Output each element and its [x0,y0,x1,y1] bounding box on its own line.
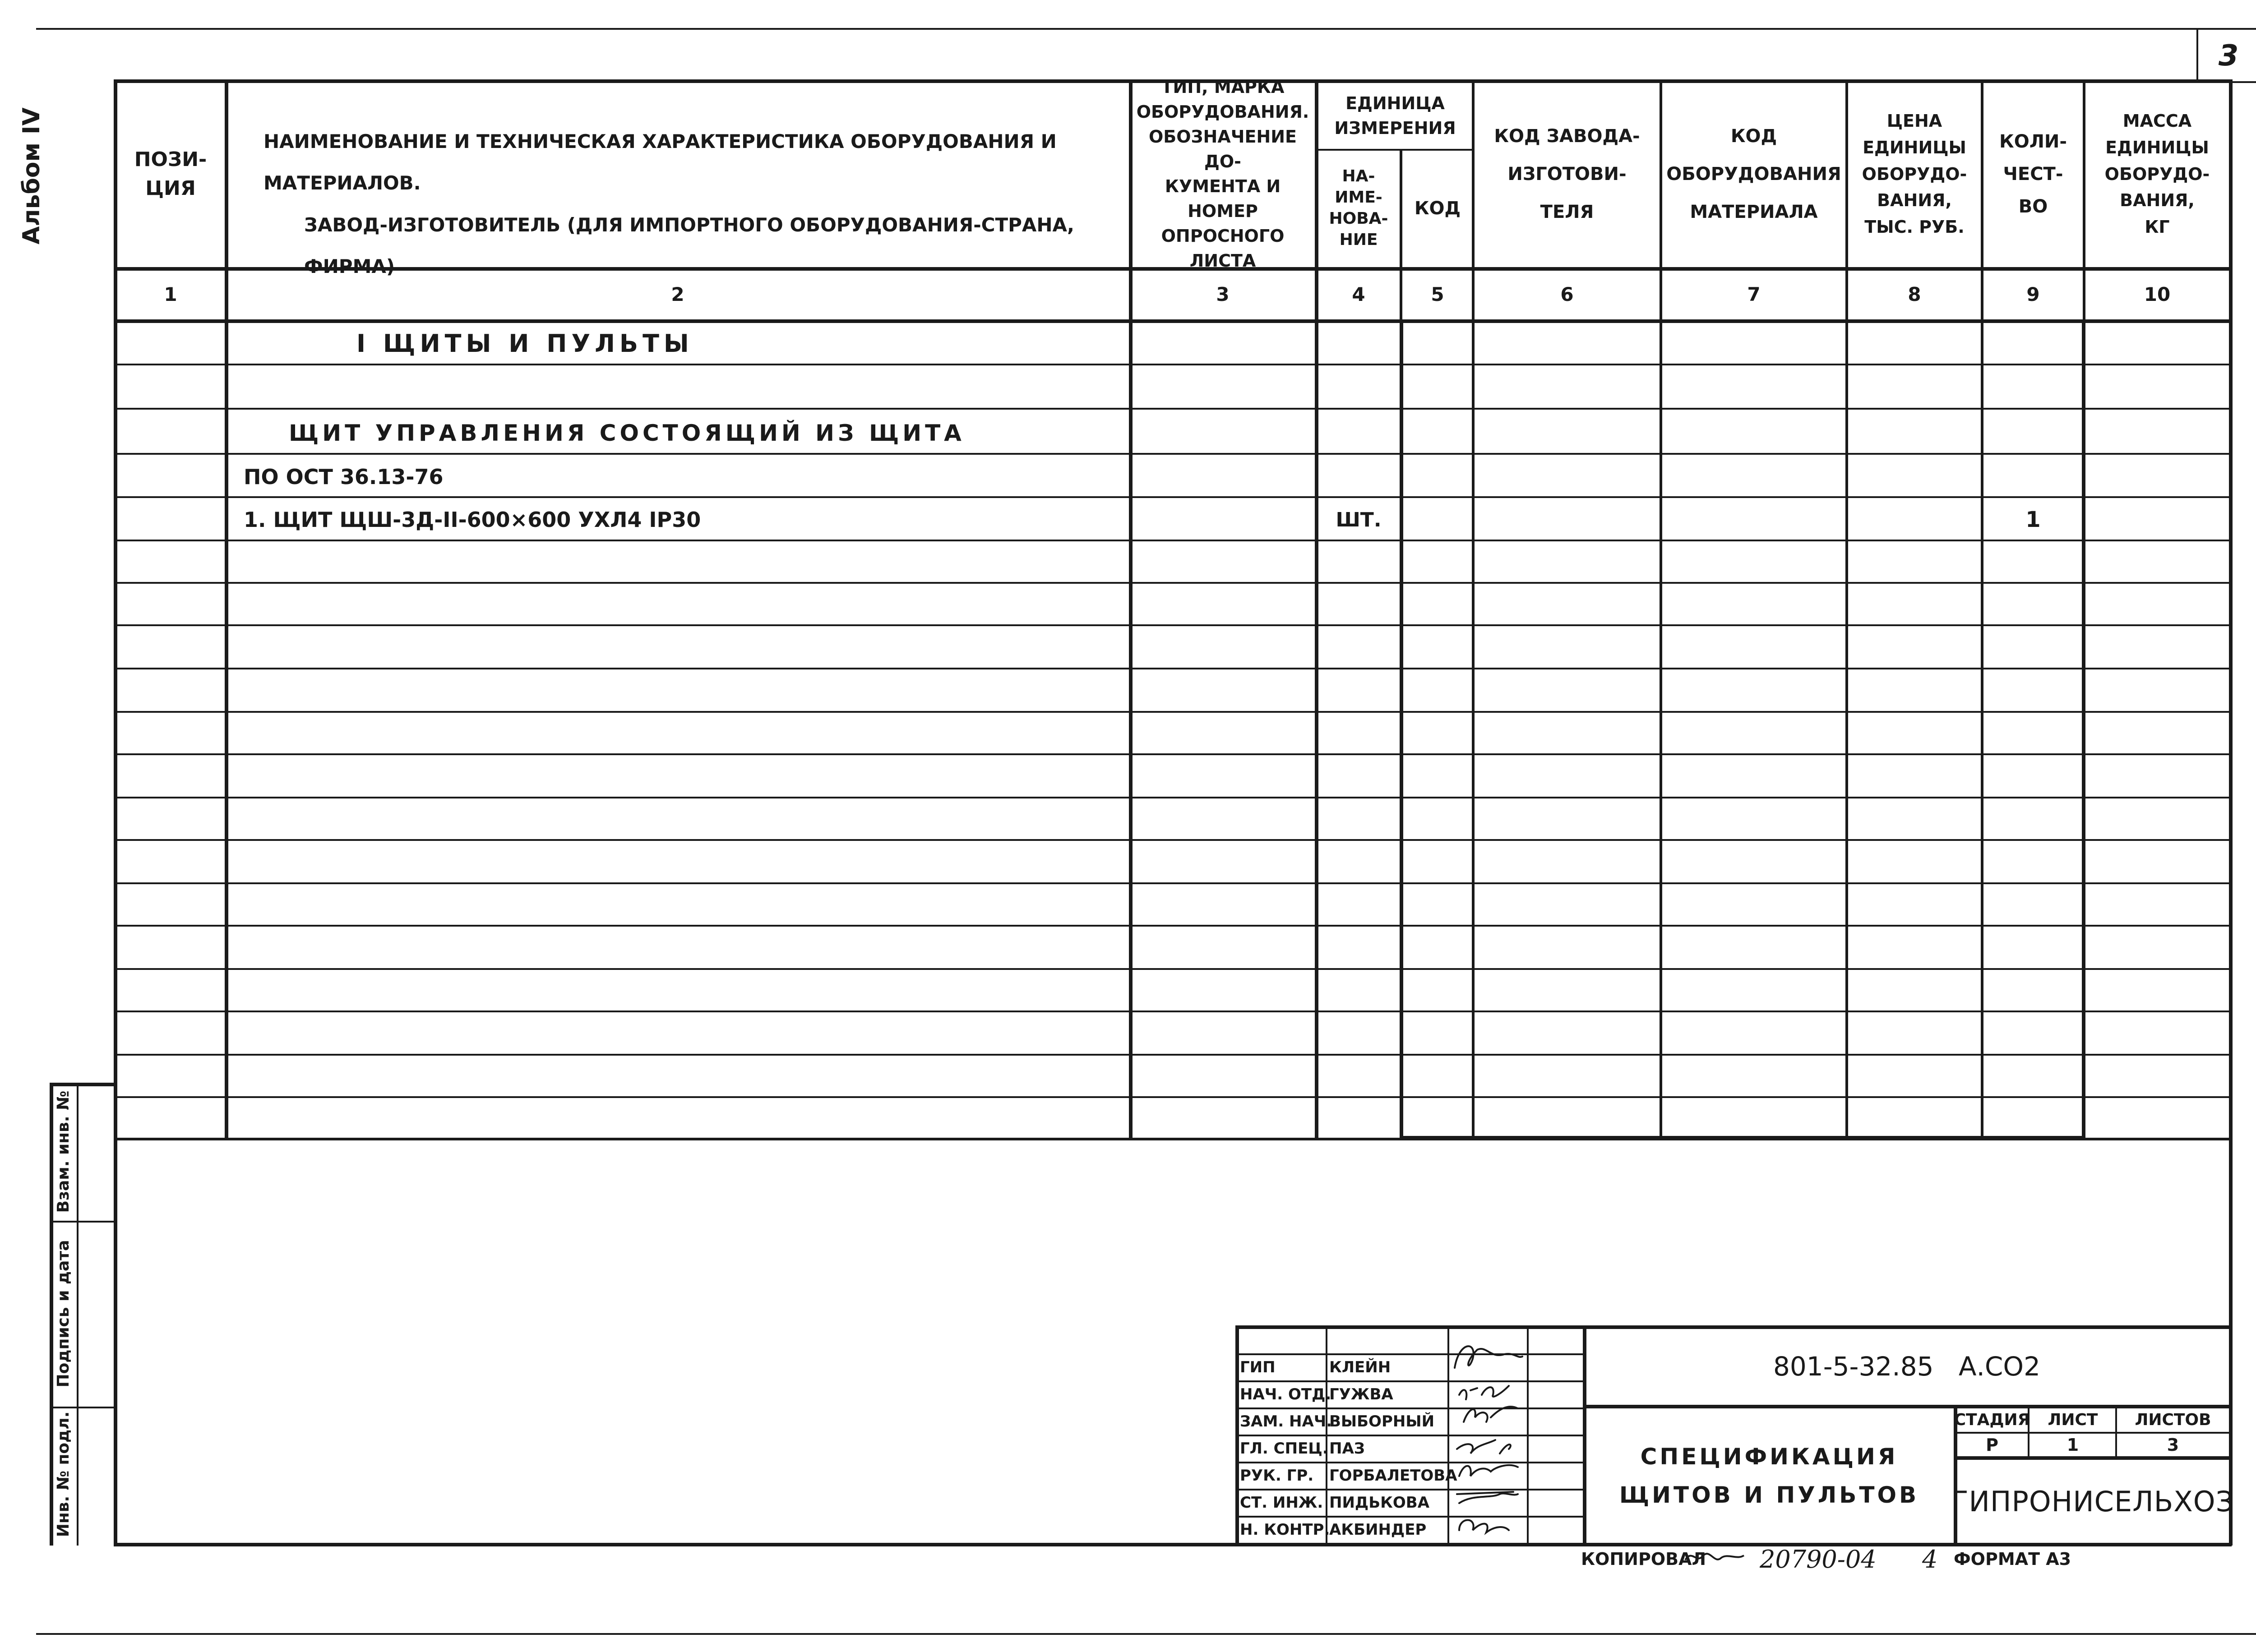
row-1-name: I ЩИТЫ И ПУЛЬТЫ [356,329,693,358]
copied-suffix: 4 [1922,1545,1938,1574]
row-line [116,711,2229,713]
side-stamp-mid [77,1083,79,1546]
row-line [116,1096,2229,1098]
copied-number: 20790-04 [1760,1545,1877,1574]
role-title: Н. КОНТР. [1240,1521,1330,1539]
row-5-unit: ШТ. [1336,508,1382,531]
row-5-qty: 1 [2025,507,2041,532]
stage-value: Р [1986,1435,1998,1455]
colnum-4: 4 [1352,283,1365,305]
header-position: ПОЗИ- ЦИЯ [134,148,207,200]
signatures [1450,1332,1527,1544]
header-unit-code: КОД [1414,198,1461,219]
sheet-number: 3 [2218,39,2239,73]
role-title: НАЧ. ОТД. [1240,1385,1331,1403]
colnum-9: 9 [2026,283,2040,305]
row-line [116,839,2229,841]
colnum-3: 3 [1216,283,1230,305]
role-person: ВЫБОРНЫЙ [1329,1412,1435,1431]
colnum-10: 10 [2144,283,2171,305]
role-title: ЗАМ. НАЧ. [1240,1412,1332,1431]
unit-code-box-left [1400,319,1403,1140]
row-line [116,797,2229,798]
colnum-2: 2 [671,283,684,305]
frame-bottom [114,1543,2232,1546]
sheet-bottom-border [36,1633,2256,1635]
header-equipment-code: КОД ОБОРУДОВАНИЯ МАТЕРИАЛА [1666,126,1841,222]
colnum-8: 8 [1908,283,1921,305]
format-label: ФОРМАТ А3 [1954,1549,2071,1569]
copied-label: КОПИРОВАЛ [1581,1549,1706,1569]
copied-signature [1683,1546,1746,1569]
role-person: КЛЕЙН [1329,1358,1391,1376]
unit-group-divider [1317,149,1474,151]
role-person: ПИДЬКОВА [1329,1494,1430,1512]
colnum-5: 5 [1431,283,1444,305]
side-stamp-div-1 [50,1221,116,1223]
title-block-stage-value-divider [1954,1456,2231,1460]
album-label: Альбом IV [18,107,45,245]
org-name: ГИПРОНИСЕЛЬХОЗ [1951,1485,2234,1518]
role-person: ГОРБАЛЕТОВА [1329,1467,1457,1485]
header-quantity: КОЛИ- ЧЕСТ- ВО [1999,131,2067,217]
unit-code-box-bottom [1400,1136,2085,1140]
stage-label: СТАДИЯ [1954,1410,2030,1429]
side-stamp-inv-no: Взам. инв. № [54,1090,73,1213]
role-title: ГЛ. СПЕЦ. [1240,1440,1328,1458]
row-4-name: ПО ОСТ 36.13-76 [244,465,444,489]
row-line [116,582,2229,584]
colnum-7: 7 [1747,283,1761,305]
header-factory-code: КОД ЗАВОДА- ИЗГОТОВИ- ТЕЛЯ [1494,126,1640,222]
colnum-1: 1 [164,283,177,305]
header-unit-name: НА- ИМЕ- НОВА- НИЕ [1329,167,1388,249]
sheet-label: ЛИСТ [2048,1410,2098,1429]
role-row-line [1235,1353,1583,1355]
side-stamp-inv-podl: Инв. № подл. [54,1411,73,1537]
row-line [116,364,2229,365]
sheets-value: 3 [2167,1435,2179,1455]
row-line [116,408,2229,410]
colnum-bottom-line [114,319,2232,323]
doc-title: СПЕЦИФИКАЦИЯ ЩИТОВ И ПУЛЬТОВ [1619,1444,1919,1508]
role-title: РУК. ГР. [1240,1467,1314,1485]
row-3-name: ЩИТ УПРАВЛЕНИЯ СОСТОЯЩИЙ ИЗ ЩИТА [289,420,965,446]
title-block-main-col [1583,1325,1586,1546]
role-person: ПАЗ [1329,1440,1365,1458]
side-stamp-sign-date: Подпись и дата [54,1240,73,1388]
title-block-sheets-col [2115,1405,2117,1456]
row-line [116,925,2229,927]
role-person: ГУЖВА [1329,1385,1393,1403]
colnum-6: 6 [1560,283,1574,305]
header-type: ТИП, МАРКА ОБОРУДОВАНИЯ. ОБОЗНАЧЕНИЕ ДО- КУМЕНТА И НОМЕР ОПРОСНОГО ЛИСТА [1136,77,1309,271]
row-line [116,624,2229,626]
role-title: ГИП [1240,1358,1276,1376]
header-mass: МАССА ЕДИНИЦЫ ОБОРУДО- ВАНИЯ, КГ [2104,111,2210,237]
sheet-value: 1 [2066,1435,2079,1455]
row-line [116,753,2229,755]
role-title: СТ. ИНЖ. [1240,1494,1323,1512]
role-person: АКБИНДЕР [1329,1521,1427,1539]
row-5-name: 1. ЩИТ ЩШ-3Д-II-600×600 УХЛ4 IP30 [244,508,701,532]
row-line [116,882,2229,884]
sheets-label: ЛИСТОВ [2135,1410,2211,1429]
header-price: ЦЕНА ЕДИНИЦЫ ОБОРУДО- ВАНИЯ, ТЫС. РУБ. [1862,111,1967,237]
header-unit-group: ЕДИНИЦА ИЗМЕРЕНИЯ [1334,93,1456,138]
sheet-top-border [36,28,2256,30]
unit-code-box-right [2082,319,2085,1140]
row-line [116,668,2229,669]
row-line [116,968,2229,970]
doc-code: 801-5-32.85 А.СО2 [1773,1351,2040,1382]
header-name: НАИМЕНОВАНИЕ И ТЕХНИЧЕСКАЯ ХАРАКТЕРИСТИКА ОБОРУДОВАНИЯ И МАТЕРИАЛОВ. ЗАВОД-ИЗГОТОВИТЕЛЬ (ДЛЯ ИМПОРТНОГО ОБОРУДОВАНИЯ-СТРАНА, ФИРМА) [264,130,1075,278]
row-line [116,1011,2229,1012]
title-block-top [1235,1325,2232,1329]
row-line [116,1054,2229,1056]
